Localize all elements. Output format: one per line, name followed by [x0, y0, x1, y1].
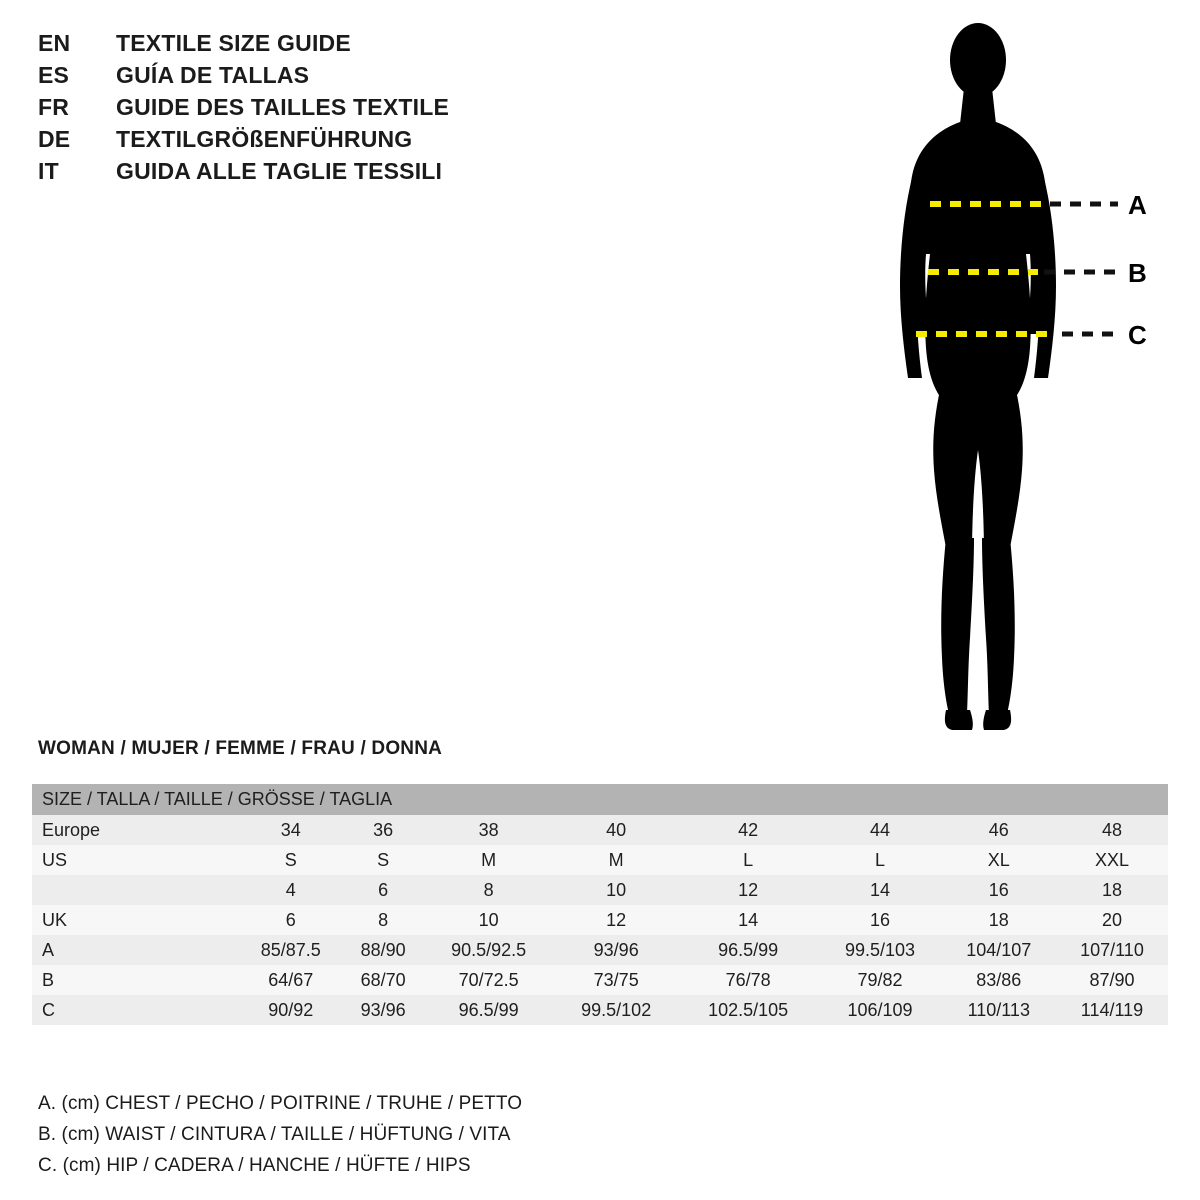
cell: XL	[942, 845, 1056, 875]
cell: 8	[423, 875, 555, 905]
table-row	[32, 995, 1168, 1025]
cell: 73/75	[555, 965, 678, 995]
cell: 18	[942, 905, 1056, 935]
title-block	[38, 30, 678, 190]
title-text-it: GUIDA ALLE TAGLIE TESSILI	[116, 158, 443, 184]
cell: 96.5/99	[423, 995, 555, 1025]
cell: 85/87.5	[238, 935, 344, 965]
callout-letter-b: B	[1128, 258, 1147, 288]
cell: 18	[1056, 875, 1168, 905]
cell: 102.5/105	[678, 995, 819, 1025]
row-label-us: US	[32, 845, 238, 875]
cell: 87/90	[1056, 965, 1168, 995]
cell: M	[423, 845, 555, 875]
cell: 83/86	[942, 965, 1056, 995]
row-label-a: A	[32, 935, 238, 965]
cell: 68/70	[344, 965, 423, 995]
footnote-hip: C. (cm) HIP / CADERA / HANCHE / HÜFTE / HIPS	[38, 1155, 471, 1176]
table-header-cell: SIZE / TALLA / TAILLE / GRÖSSE / TAGLIA	[32, 784, 1168, 815]
row-label-europe: Europe	[32, 815, 238, 845]
section-label-woman: WOMAN / MUJER / FEMME / FRAU / DONNA	[38, 738, 443, 759]
table-row	[32, 905, 1168, 935]
cell: 96.5/99	[678, 935, 819, 965]
cell: 93/96	[555, 935, 678, 965]
cell: 114/119	[1056, 995, 1168, 1025]
table-header-row	[32, 784, 1168, 815]
cell: 8	[344, 905, 423, 935]
cell: 93/96	[344, 995, 423, 1025]
row-label-uk: UK	[32, 905, 238, 935]
title-row-es	[38, 62, 678, 94]
cell: 36	[344, 815, 423, 845]
cell: 10	[555, 875, 678, 905]
cell: 14	[818, 875, 941, 905]
title-lang-en: EN	[38, 30, 71, 56]
cell: 90.5/92.5	[423, 935, 555, 965]
cell: 6	[238, 905, 344, 935]
footnotes	[38, 1088, 938, 1181]
title-lang-it: IT	[38, 158, 59, 184]
table-row	[32, 965, 1168, 995]
cell: 6	[344, 875, 423, 905]
cell: 12	[678, 875, 819, 905]
title-text-de: TEXTILGRÖßENFÜHRUNG	[116, 126, 413, 152]
title-text-es: GUÍA DE TALLAS	[116, 62, 310, 88]
row-label-us-numeric	[32, 875, 238, 905]
cell: 70/72.5	[423, 965, 555, 995]
title-text-fr: GUIDE DES TAILLES TEXTILE	[116, 94, 449, 120]
cell: 16	[942, 875, 1056, 905]
title-lang-es: ES	[38, 62, 70, 88]
title-text-en: TEXTILE SIZE GUIDE	[116, 30, 351, 56]
female-silhouette-icon	[900, 23, 1056, 730]
footnote-waist: B. (cm) WAIST / CINTURA / TAILLE / HÜFTUNG / VITA	[38, 1124, 511, 1145]
title-row-en	[38, 30, 678, 62]
cell: 46	[942, 815, 1056, 845]
table-row	[32, 845, 1168, 875]
title-lang-de: DE	[38, 126, 71, 152]
cell: XXL	[1056, 845, 1168, 875]
cell: M	[555, 845, 678, 875]
size-table	[32, 784, 1168, 1025]
footnote-chest: A. (cm) CHEST / PECHO / POITRINE / TRUHE / PETTO	[38, 1093, 523, 1114]
title-row-it	[38, 158, 678, 190]
cell: 90/92	[238, 995, 344, 1025]
title-row-fr	[38, 94, 678, 126]
cell: L	[678, 845, 819, 875]
cell: 79/82	[818, 965, 941, 995]
cell: 14	[678, 905, 819, 935]
title-lang-fr: FR	[38, 94, 70, 120]
cell: 38	[423, 815, 555, 845]
cell: 107/110	[1056, 935, 1168, 965]
cell: 4	[238, 875, 344, 905]
cell: 20	[1056, 905, 1168, 935]
cell: 10	[423, 905, 555, 935]
cell: 99.5/103	[818, 935, 941, 965]
row-label-b: B	[32, 965, 238, 995]
cell: 76/78	[678, 965, 819, 995]
cell: 110/113	[942, 995, 1056, 1025]
table-row	[32, 935, 1168, 965]
cell: 106/109	[818, 995, 941, 1025]
cell: 88/90	[344, 935, 423, 965]
cell: L	[818, 845, 941, 875]
callout-letter-c: C	[1128, 320, 1147, 350]
cell: 12	[555, 905, 678, 935]
cell: 16	[818, 905, 941, 935]
cell: 48	[1056, 815, 1168, 845]
cell: 64/67	[238, 965, 344, 995]
cell: S	[344, 845, 423, 875]
cell: 34	[238, 815, 344, 845]
cell: 40	[555, 815, 678, 845]
cell: 104/107	[942, 935, 1056, 965]
callout-letter-a: A	[1128, 190, 1147, 220]
cell: S	[238, 845, 344, 875]
table-row	[32, 815, 1168, 845]
row-label-c: C	[32, 995, 238, 1025]
table-row	[32, 875, 1168, 905]
cell: 99.5/102	[555, 995, 678, 1025]
body-figure	[860, 18, 1190, 738]
title-row-de	[38, 126, 678, 158]
cell: 44	[818, 815, 941, 845]
cell: 42	[678, 815, 819, 845]
